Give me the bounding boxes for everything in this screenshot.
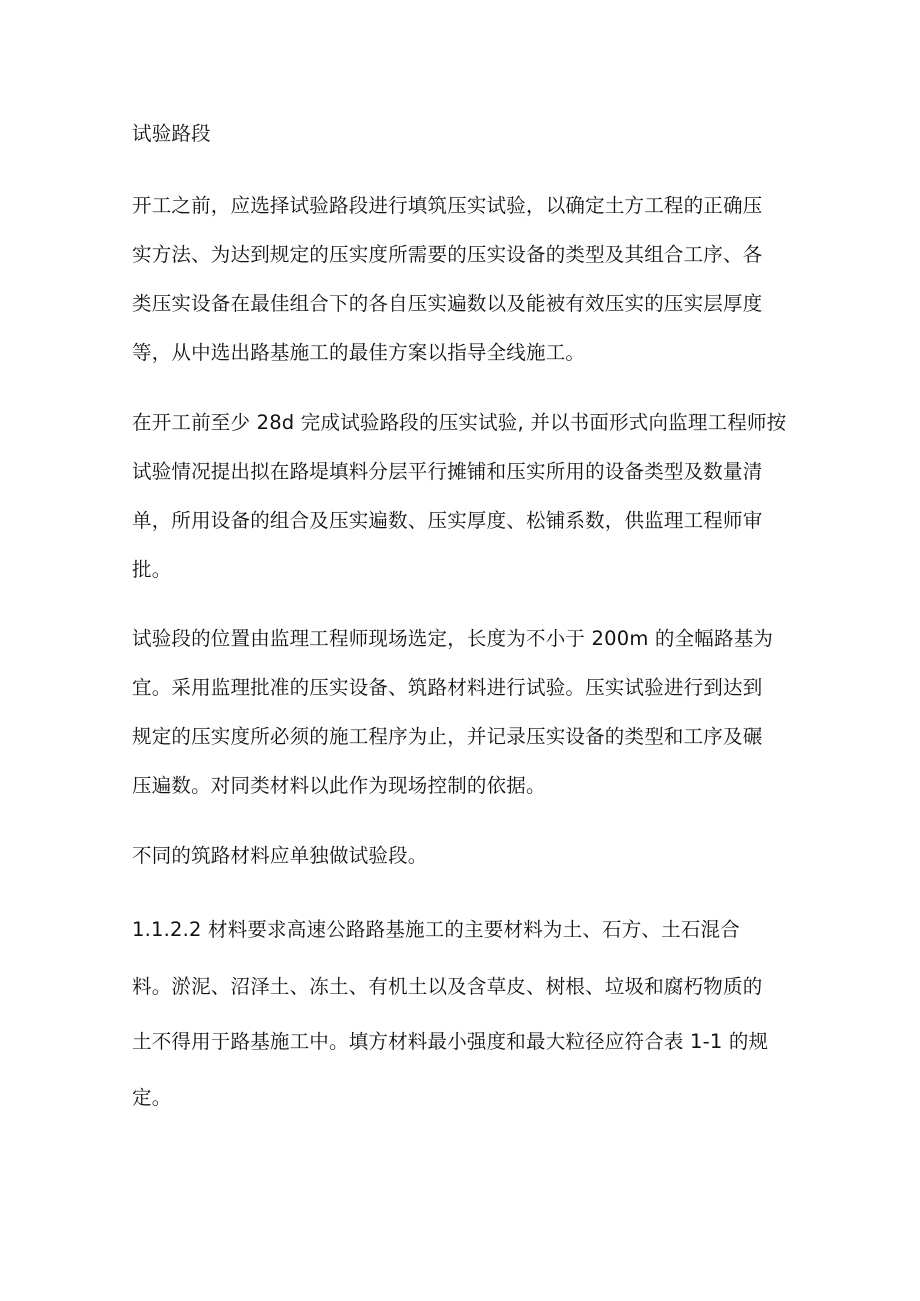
paragraph-2-line-4: 批。 <box>132 558 172 581</box>
paragraph-3-line-3: 规定的压实度所必须的施工程序为止，并记录压实设备的类型和工序及碾 <box>132 725 763 748</box>
paragraph-2-line-2: 试验情况提出拟在路堤填料分层平行摊铺和压实所用的设备类型及数量清 <box>132 460 763 483</box>
paragraph-2-line-3: 单，所用设备的组合及压实遍数、压实厚度、松铺系数，供监理工程师审 <box>132 509 763 532</box>
paragraph-1-line-4: 等，从中选出路基施工的最佳方案以指导全线施工。 <box>132 341 586 364</box>
paragraph-5-line-4: 定。 <box>132 1086 172 1109</box>
paragraph-5-line-2: 料。淤泥、沼泽土、冻土、有机土以及含草皮、树根、垃圾和腐朽物质的 <box>132 975 763 998</box>
paragraph-3-line-2: 宜。采用监理批准的压实设备、筑路材料进行试验。压实试验进行到达到 <box>132 676 763 699</box>
paragraph-4-line-1: 不同的筑路材料应单独做试验段。 <box>132 844 428 867</box>
paragraph-3-line-1: 试验段的位置由监理工程师现场选定，长度为不小于 200m 的全幅路基为 <box>132 627 774 650</box>
paragraph-1-line-2: 实方法、为达到规定的压实度所需要的压实设备的类型及其组合工序、各 <box>132 243 763 266</box>
paragraph-5-line-3: 土不得用于路基施工中。填方材料最小强度和最大粒径应符合表 1-1 的规 <box>132 1030 769 1053</box>
section-heading: 试验路段 <box>132 122 211 145</box>
paragraph-5-line-1: 1.1.2.2 材料要求高速公路路基施工的主要材料为土、石方、土石混合 <box>132 918 740 941</box>
paragraph-1-line-1: 开工之前，应选择试验路段进行填筑压实试验，以确定土方工程的正确压 <box>132 194 763 217</box>
paragraph-3-line-4: 压遍数。对同类材料以此作为现场控制的依据。 <box>132 774 546 797</box>
paragraph-2-line-1: 在开工前至少 28d 完成试验路段的压实试验, 并以书面形式向监理工程师按 <box>132 411 787 434</box>
paragraph-1-line-3: 类压实设备在最佳组合下的各自压实遍数以及能被有效压实的压实层厚度 <box>132 292 763 315</box>
